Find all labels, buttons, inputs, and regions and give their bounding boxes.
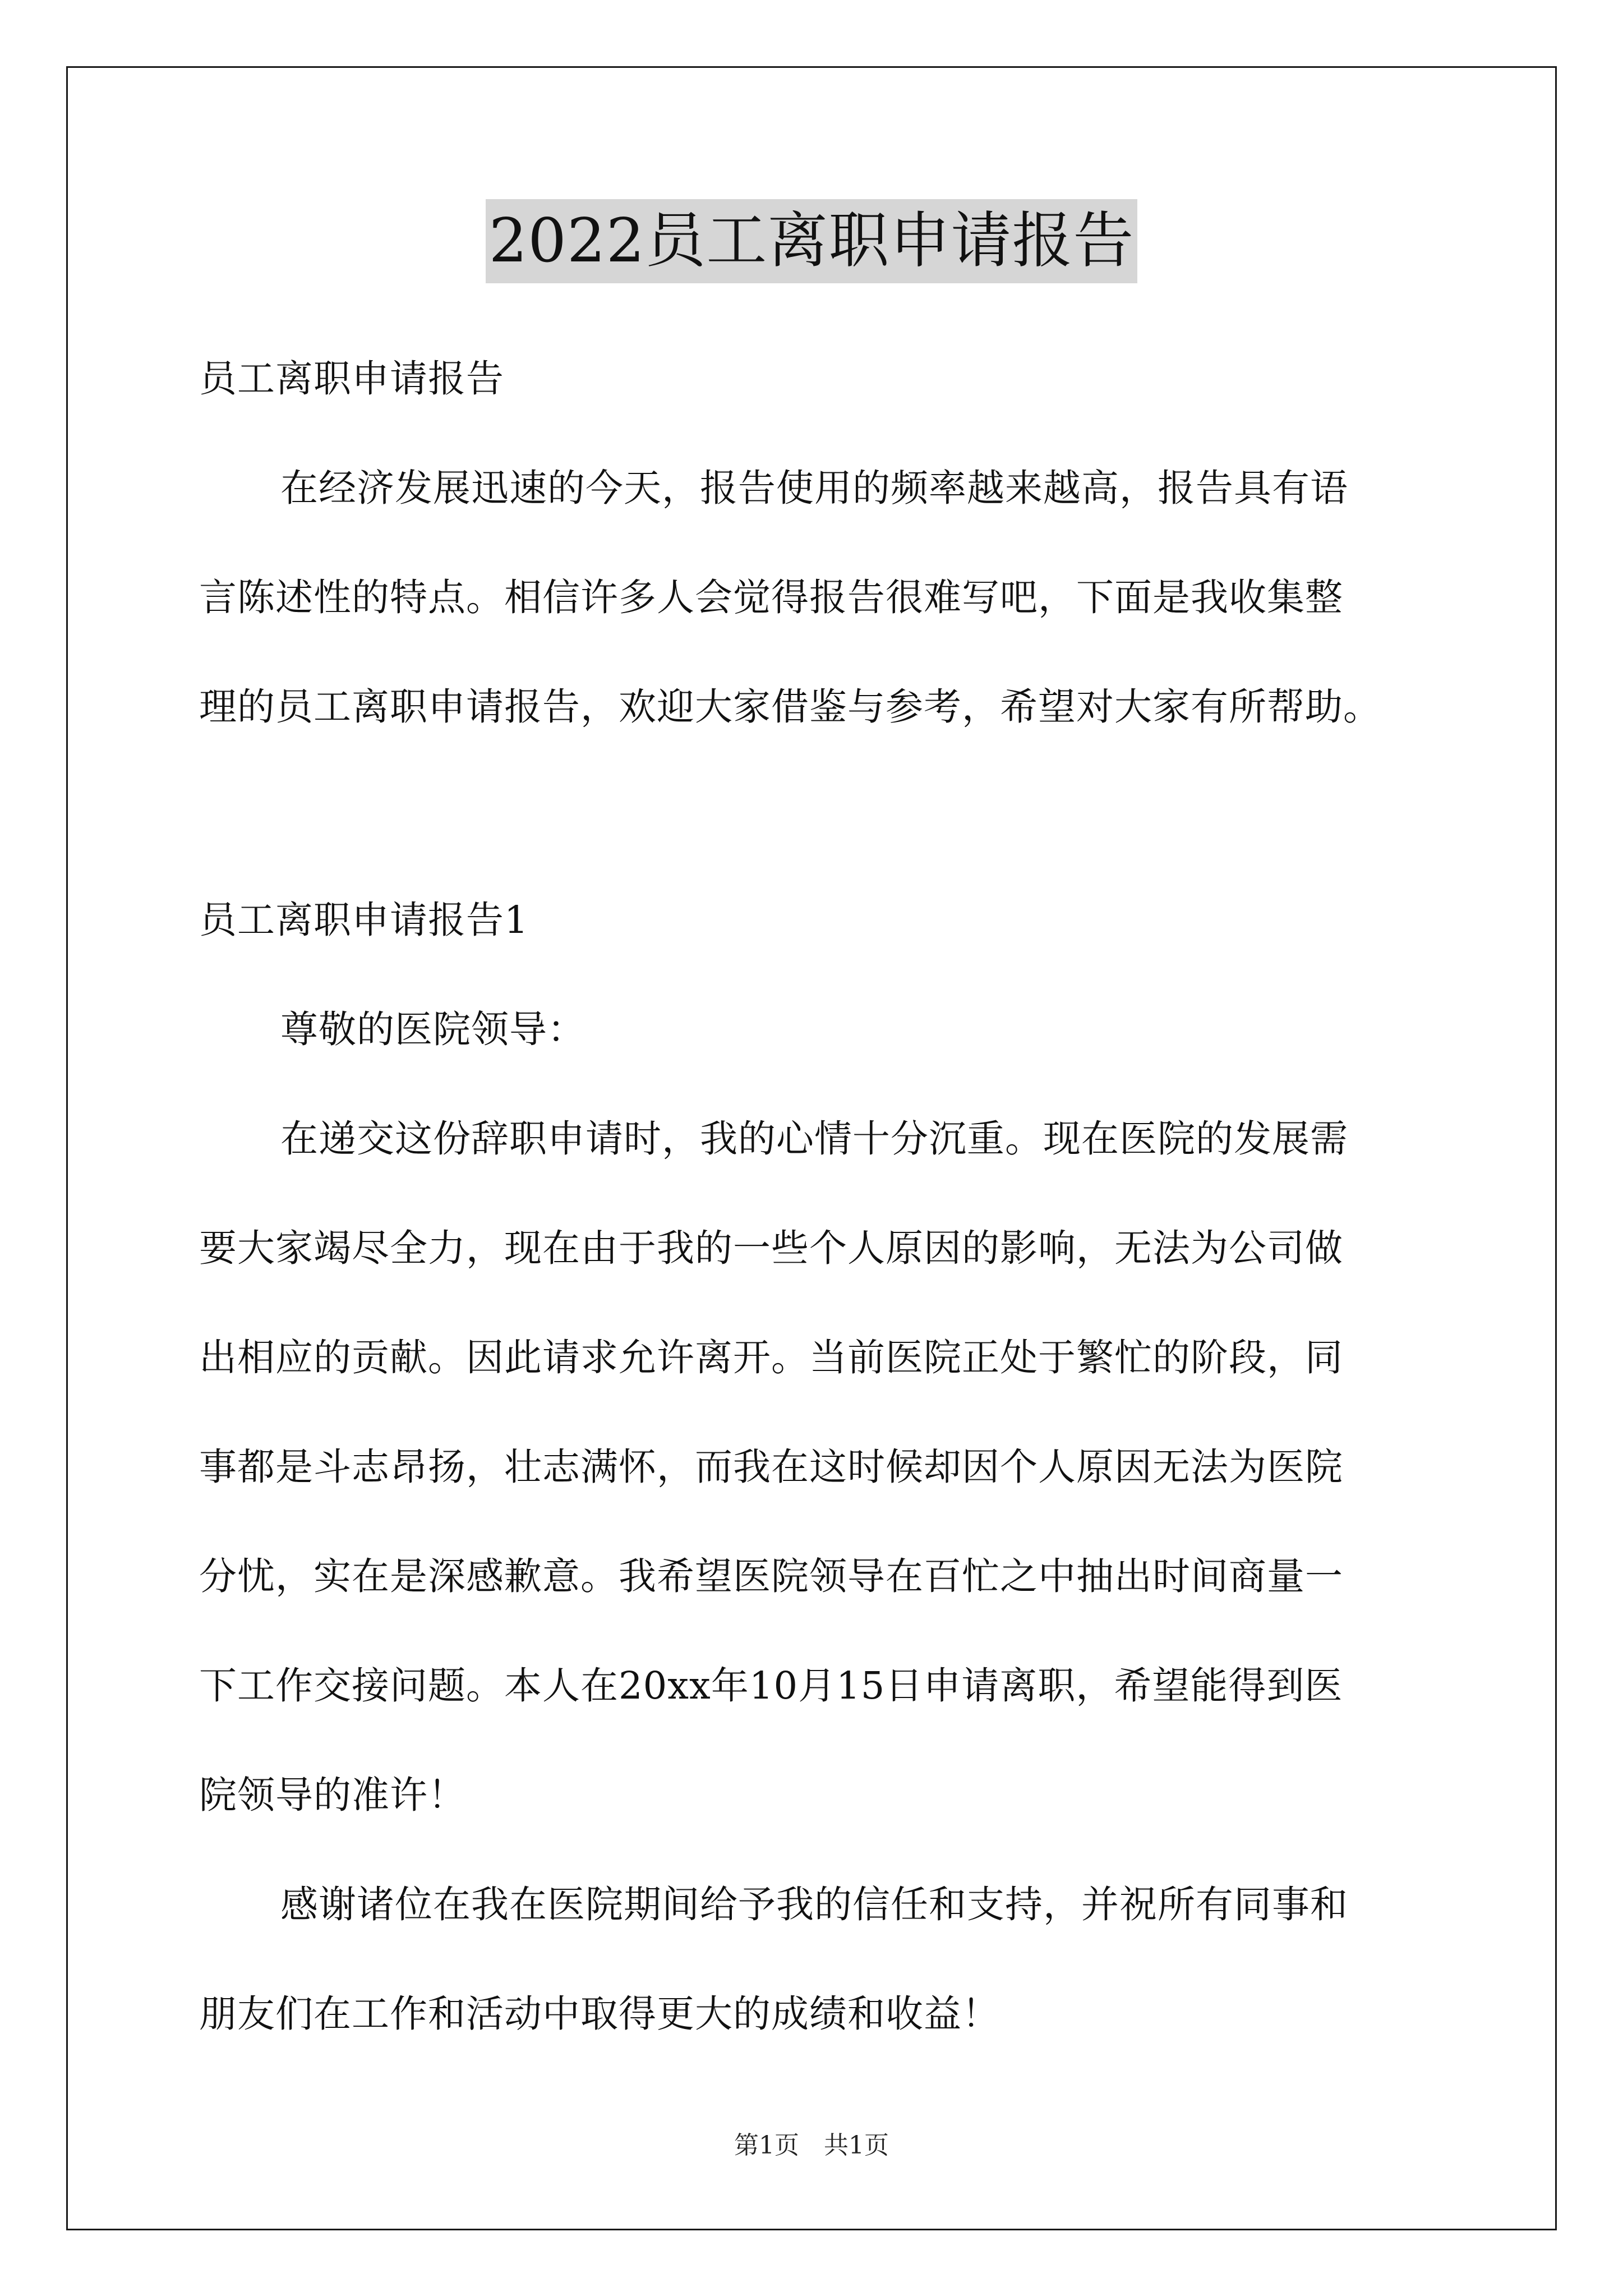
intro-line: 言陈述性的特点。相信许多人会觉得报告很难写吧，下面是我收集整	[199, 576, 1343, 619]
body-line: 院领导的准许！	[199, 1773, 466, 1817]
body-line: 要大家竭尽全力，现在由于我的一些个人原因的影响，无法为公司做	[199, 1226, 1343, 1270]
body-line: 出相应的贡献。因此请求允许离开。当前医院正处于繁忙的阶段，同	[199, 1336, 1343, 1379]
body-line: 分忧，实在是深感歉意。我希望医院领导在百忙之中抽出时间商量一	[199, 1554, 1343, 1598]
body-line: 下工作交接问题。本人在20xx年10月15日申请离职，希望能得到医	[199, 1664, 1343, 1708]
intro-heading: 员工离职申请报告	[199, 357, 504, 401]
body-line: 事都是斗志昂扬，壮志满怀，而我在这时候却因个人原因无法为医院	[199, 1445, 1343, 1489]
body-line: 在递交这份辞职申请时，我的心情十分沉重。现在医院的发展需	[280, 1117, 1348, 1161]
intro-line: 理的员工离职申请报告，欢迎大家借鉴与参考，希望对大家有所帮助。	[199, 685, 1381, 729]
closing-line: 朋友们在工作和活动中取得更大的成绩和收益！	[199, 1992, 1000, 2036]
salutation: 尊敬的医院领导：	[280, 1007, 585, 1051]
closing-line: 感谢诸位在我在医院期间给予我的信任和支持，并祝所有同事和	[280, 1883, 1348, 1926]
title-block	[0, 199, 1623, 283]
page-number-footer: 第1页 共1页	[734, 2131, 889, 2160]
section-heading: 员工离职申请报告1	[199, 898, 529, 942]
intro-line: 在经济发展迅速的今天，报告使用的频率越来越高，报告具有语	[280, 466, 1348, 510]
document-title: 2022员工离职申请报告	[486, 199, 1138, 283]
